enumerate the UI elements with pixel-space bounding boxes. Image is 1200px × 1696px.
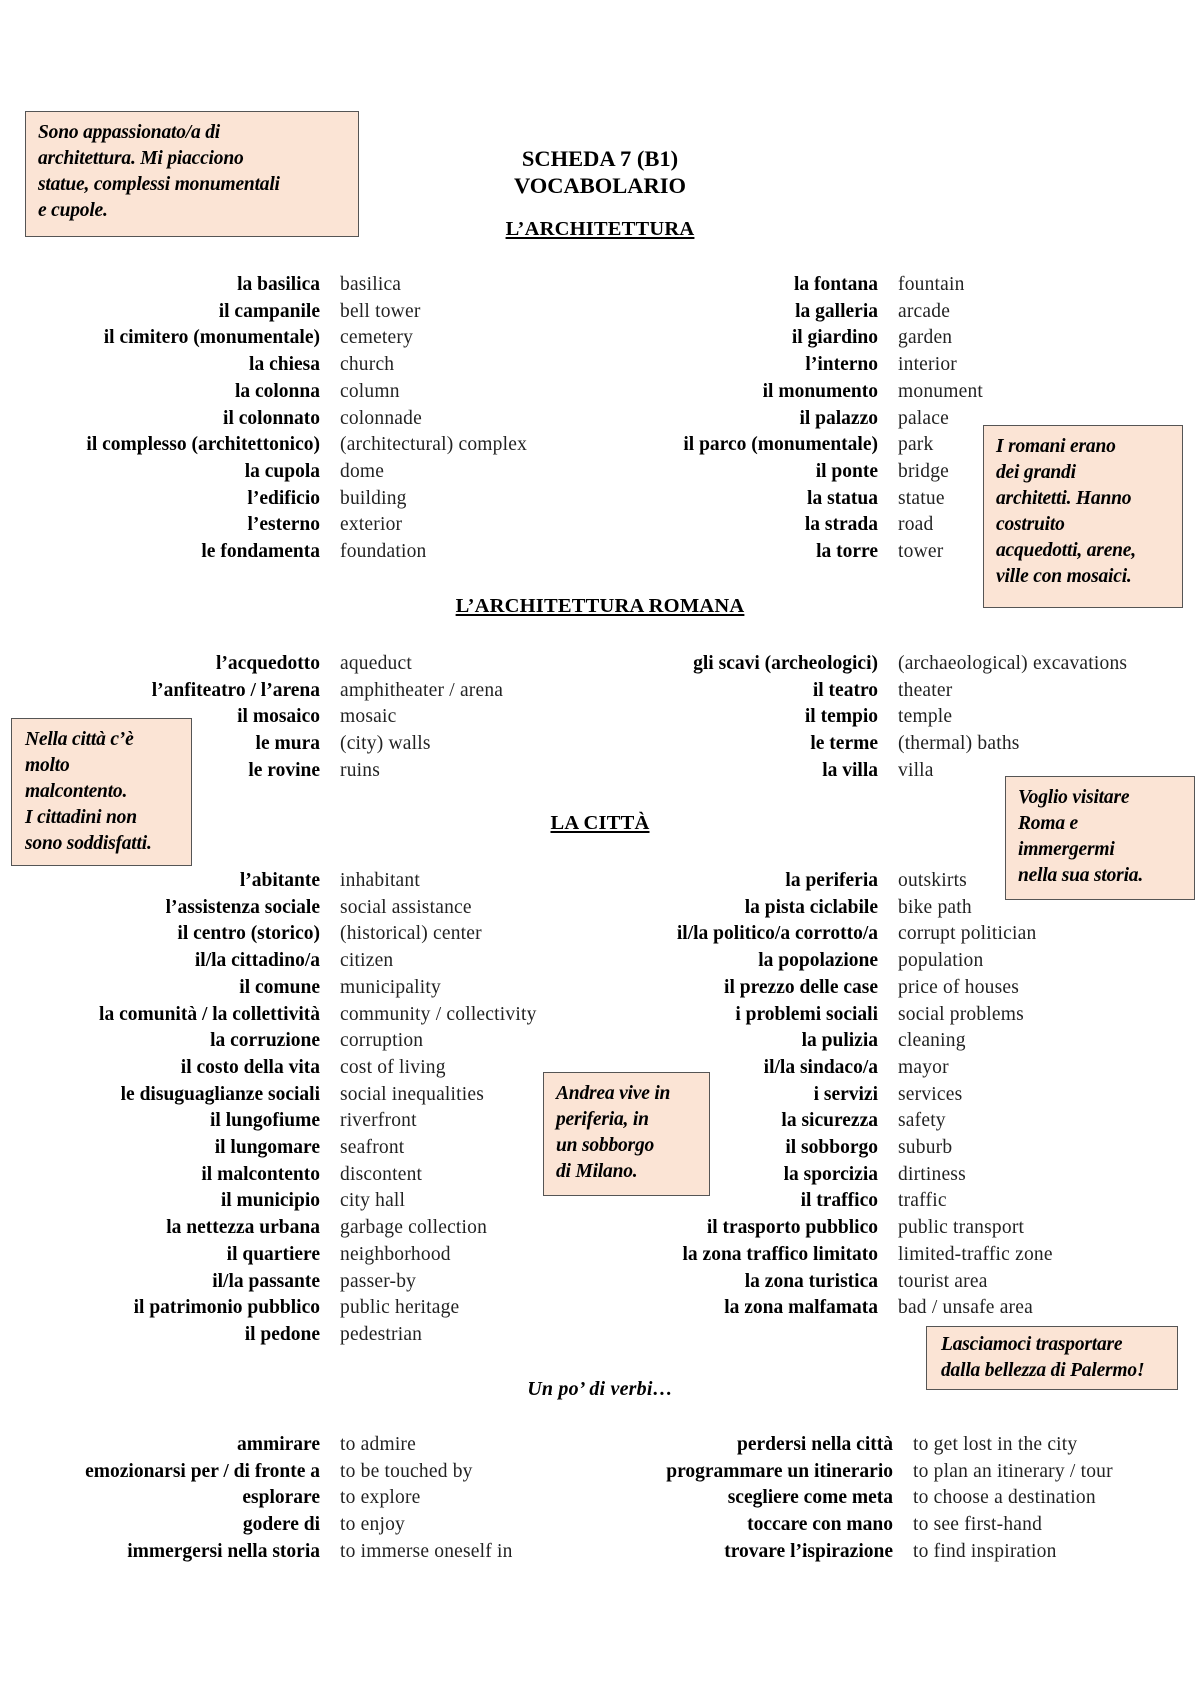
vocab-row [0, 1512, 1200, 1538]
callout-romani [983, 425, 1183, 608]
italian-term: la sicurezza [781, 1110, 878, 1132]
english-translation: traffic [898, 1190, 947, 1212]
english-translation: to find inspiration [913, 1540, 1057, 1562]
italian-term: trovare l’ispirazione [724, 1540, 893, 1562]
section-heading-citta: LA CITTÀ [550, 812, 650, 834]
english-translation: arcade [898, 300, 951, 322]
english-translation: safety [898, 1110, 946, 1132]
english-translation: theater [898, 679, 953, 701]
italian-term: la basilica [237, 274, 320, 295]
english-translation: public heritage [340, 1297, 460, 1319]
italian-term: la galleria [795, 300, 878, 322]
english-translation: fountain [898, 274, 965, 295]
english-translation: dome [340, 460, 385, 482]
italian-term: ammirare [236, 1434, 320, 1455]
vocab-row [0, 379, 1200, 405]
italian-term: toccare con mano [747, 1514, 893, 1536]
english-translation: cemetery [340, 327, 414, 349]
callout-line: molto [25, 755, 70, 776]
callout-line: statue, complessi monumentali [38, 174, 280, 195]
italian-term: gli scavi (archeologici) [693, 653, 878, 674]
callout-palermo [926, 1326, 1178, 1390]
callout-line: acquedotti, arene, [996, 540, 1136, 561]
english-translation: monument [898, 380, 984, 402]
callout-malcontento [11, 718, 192, 866]
italian-term: il colonnato [223, 407, 320, 429]
title-line-2: VOCABOLARIO [513, 173, 687, 198]
section-heading-verbi: Un po’ di verbi… [527, 1378, 673, 1400]
italian-term: i problemi sociali [735, 1003, 878, 1025]
english-translation: (thermal) baths [898, 733, 1020, 755]
italian-term: il/la cittadino/a [194, 950, 320, 972]
callout-line: Andrea vive in [556, 1083, 671, 1104]
italian-term: il tempio [804, 706, 878, 728]
callout-architettura [25, 111, 359, 237]
english-translation: social inequalities [340, 1083, 485, 1105]
english-translation: social assistance [340, 896, 472, 918]
callout-line: architettura. Mi piacciono [38, 148, 244, 169]
italian-term: la villa [822, 759, 878, 781]
english-translation: palace [898, 407, 949, 429]
english-translation: garden [898, 327, 953, 349]
italian-term: il lungomare [214, 1137, 320, 1158]
italian-term: il trasporto pubblico [706, 1217, 878, 1239]
callout-line: Voglio visitare [1018, 787, 1130, 808]
english-translation: basilica [340, 274, 402, 295]
italian-term: il giardino [791, 327, 878, 349]
italian-term: la colonna [234, 380, 320, 402]
english-translation: dirtiness [898, 1163, 966, 1185]
english-translation: mayor [898, 1056, 949, 1078]
italian-term: l’abitante [239, 870, 320, 891]
vocab-row [0, 678, 1200, 704]
italian-term: l’edificio [247, 487, 320, 509]
italian-term: il prezzo delle case [724, 976, 878, 998]
italian-term: programmare un itinerario [666, 1460, 893, 1482]
italian-term: il parco (monumentale) [683, 434, 878, 456]
vocab-row [0, 1002, 1200, 1028]
vocab-row [0, 1028, 1200, 1054]
english-translation: bad / unsafe area [898, 1297, 1033, 1319]
english-translation: passer-by [340, 1270, 417, 1292]
english-translation: inhabitant [340, 870, 420, 891]
english-translation: (city) walls [340, 733, 431, 755]
italian-term: le fondamenta [201, 541, 320, 562]
italian-term: il lungofiume [210, 1110, 320, 1132]
vocab-row [0, 272, 1200, 298]
english-translation: to be touched by [340, 1460, 473, 1482]
italian-term: il cimitero (monumentale) [103, 327, 320, 349]
italian-term: l’assistenza sociale [165, 896, 320, 918]
english-translation: suburb [898, 1137, 953, 1158]
callout-line: Sono appassionato/a di [38, 122, 220, 143]
italian-term: il/la passante [212, 1270, 320, 1292]
english-translation: corrupt politician [898, 923, 1037, 945]
callout-line: Lasciamoci trasportare [941, 1334, 1123, 1355]
callout-line: nella sua storia. [1018, 865, 1144, 886]
english-translation: temple [898, 706, 953, 728]
english-translation: (historical) center [340, 923, 482, 945]
italian-term: il palazzo [799, 407, 878, 429]
italian-term: il campanile [218, 300, 320, 322]
callout-line: Roma e [1018, 813, 1079, 834]
callout-line: I romani erano [996, 436, 1116, 457]
vocab-row [0, 651, 1200, 677]
english-translation: social problems [898, 1003, 1024, 1025]
italian-term: la zona turistica [744, 1270, 878, 1292]
italian-term: la torre [816, 541, 878, 562]
callout-line: architetti. Hanno [996, 488, 1132, 509]
italian-term: la zona traffico limitato [682, 1243, 878, 1265]
english-translation: aqueduct [340, 653, 412, 674]
english-translation: building [340, 487, 407, 509]
english-translation: cleaning [898, 1030, 966, 1052]
callout-line: malcontento. [25, 781, 128, 802]
vocab-row [0, 1242, 1200, 1268]
english-translation: seafront [340, 1137, 405, 1158]
english-translation: villa [898, 759, 934, 781]
italian-term: la cupola [244, 460, 320, 482]
italian-term: il malcontento [201, 1163, 320, 1185]
english-translation: (architectural) complex [340, 434, 528, 456]
english-translation: bike path [898, 896, 972, 918]
english-translation: tourist area [898, 1270, 988, 1292]
italian-term: la pista ciclabile [744, 896, 878, 918]
english-translation: neighborhood [340, 1243, 451, 1265]
italian-term: il centro (storico) [177, 923, 320, 945]
callout-line: un sobborgo [556, 1135, 655, 1156]
callout-line: sono soddisfatti. [25, 833, 152, 854]
vocab-row [0, 1269, 1200, 1295]
section-heading-architettura: L’ARCHITETTURA [505, 218, 695, 240]
italian-term: la strada [804, 514, 878, 536]
english-translation: limited-traffic zone [898, 1243, 1053, 1265]
english-translation: services [898, 1083, 963, 1105]
italian-term: la comunità / la collettività [99, 1003, 320, 1025]
italian-term: le rovine [248, 759, 320, 781]
callout-roma [1005, 776, 1195, 900]
english-translation: to enjoy [340, 1514, 405, 1536]
italian-term: le mura [255, 733, 320, 755]
italian-term: il/la sindaco/a [763, 1056, 878, 1078]
italian-term: la statua [807, 487, 878, 509]
english-translation: community / collectivity [340, 1003, 537, 1025]
italian-term: il teatro [812, 679, 878, 701]
english-translation: statue [898, 487, 945, 509]
english-translation: to plan an itinerary / tour [913, 1460, 1113, 1482]
italian-term: la corruzione [210, 1030, 320, 1052]
english-translation: discontent [340, 1163, 423, 1185]
italian-term: il complesso (architettonico) [86, 434, 320, 456]
english-translation: outskirts [898, 870, 967, 891]
english-translation: church [340, 354, 395, 376]
italian-term: l’acquedotto [216, 653, 320, 674]
italian-term: il costo della vita [180, 1056, 320, 1078]
english-translation: foundation [340, 541, 427, 562]
italian-term: la fontana [794, 274, 878, 295]
italian-term: il ponte [815, 460, 878, 482]
italian-term: il municipio [220, 1190, 320, 1212]
callout-line: ville con mosaici. [996, 566, 1132, 587]
english-translation: tower [898, 541, 944, 562]
english-translation: column [340, 380, 400, 402]
callout-andrea [543, 1072, 710, 1196]
italian-term: la chiesa [249, 354, 320, 376]
english-translation: to explore [340, 1487, 421, 1509]
english-translation: public transport [898, 1217, 1025, 1239]
italian-term: il quartiere [226, 1243, 320, 1265]
callout-line: immergermi [1018, 839, 1115, 860]
italian-term: scegliere come meta [727, 1487, 893, 1509]
vocab-row [0, 921, 1200, 947]
vocab-row [0, 325, 1200, 351]
english-translation: price of houses [898, 976, 1020, 998]
italian-term: le terme [810, 733, 878, 755]
english-translation: bell tower [340, 300, 421, 322]
callout-line: periferia, in [556, 1109, 649, 1130]
italian-term: il traffico [800, 1190, 878, 1212]
english-translation: to choose a destination [913, 1487, 1096, 1509]
vocab-row [0, 1485, 1200, 1511]
italian-term: il sobborgo [785, 1137, 878, 1158]
section-heading-architettura-romana: L’ARCHITETTURA ROMANA [455, 595, 745, 617]
english-translation: to see first-hand [913, 1514, 1043, 1536]
italian-term: il patrimonio pubblico [133, 1297, 320, 1319]
vocab-row [0, 948, 1200, 974]
vocab-row [0, 1295, 1200, 1321]
italian-term: la sporcizia [783, 1163, 878, 1185]
english-translation: to immerse oneself in [340, 1540, 513, 1562]
title-line-1: SCHEDA 7 (B1) [521, 146, 679, 171]
english-translation: mosaic [340, 706, 397, 728]
italian-term: il comune [239, 976, 320, 998]
vocab-row [0, 975, 1200, 1001]
italian-term: l’esterno [247, 514, 320, 536]
italian-term: immergersi nella storia [127, 1540, 320, 1562]
english-translation: ruins [340, 759, 380, 781]
italian-term: la popolazione [758, 950, 878, 972]
english-translation: citizen [340, 950, 394, 972]
english-translation: to get lost in the city [913, 1434, 1078, 1455]
italian-term: perdersi nella città [737, 1434, 893, 1455]
english-translation: garbage collection [340, 1217, 488, 1239]
callout-line: Nella città c’è [25, 729, 134, 750]
english-translation: pedestrian [340, 1323, 423, 1345]
english-translation: amphitheater / arena [340, 679, 504, 701]
english-translation: colonnade [340, 407, 422, 429]
callout-line: costruito [996, 514, 1065, 535]
english-translation: park [898, 434, 934, 456]
italian-term: la zona malfamata [724, 1297, 878, 1319]
italian-term: i servizi [813, 1083, 878, 1105]
callout-line: di Milano. [556, 1161, 638, 1182]
callout-line: e cupole. [38, 200, 108, 221]
english-translation: bridge [898, 460, 950, 482]
italian-term: il pedone [244, 1323, 320, 1345]
english-translation: municipality [340, 976, 441, 998]
callout-line: I cittadini non [25, 807, 137, 828]
italian-term: il monumento [762, 380, 878, 402]
italian-term: la nettezza urbana [166, 1217, 320, 1239]
vocab-row [0, 1215, 1200, 1241]
english-translation: interior [898, 354, 957, 376]
italian-term: l’interno [805, 354, 878, 376]
callout-line: dalla bellezza di Palermo! [941, 1360, 1145, 1381]
italian-term: il/la politico/a corrotto/a [676, 923, 878, 945]
english-translation: city hall [340, 1190, 406, 1212]
italian-term: godere di [242, 1514, 320, 1536]
english-translation: (archaeological) excavations [898, 653, 1128, 674]
italian-term: esplorare [242, 1487, 320, 1509]
vocab-row [0, 1432, 1200, 1458]
vocab-row [0, 1539, 1200, 1565]
english-translation: corruption [340, 1030, 424, 1052]
english-translation: cost of living [340, 1056, 446, 1078]
italian-term: la periferia [785, 870, 878, 891]
italian-term: la pulizia [801, 1030, 878, 1052]
english-translation: road [898, 514, 934, 536]
vocab-row [0, 299, 1200, 325]
vocab-row [0, 352, 1200, 378]
callout-line: dei grandi [996, 462, 1076, 483]
english-translation: to admire [340, 1434, 416, 1455]
italian-term: l’anfiteatro / l’arena [151, 679, 320, 701]
italian-term: il mosaico [237, 706, 320, 728]
italian-term: le disuguaglianze sociali [120, 1083, 320, 1105]
english-translation: riverfront [340, 1110, 417, 1132]
english-translation: population [898, 950, 984, 972]
italian-term: emozionarsi per / di fronte a [85, 1460, 320, 1482]
english-translation: exterior [340, 514, 403, 536]
vocab-row [0, 1459, 1200, 1485]
